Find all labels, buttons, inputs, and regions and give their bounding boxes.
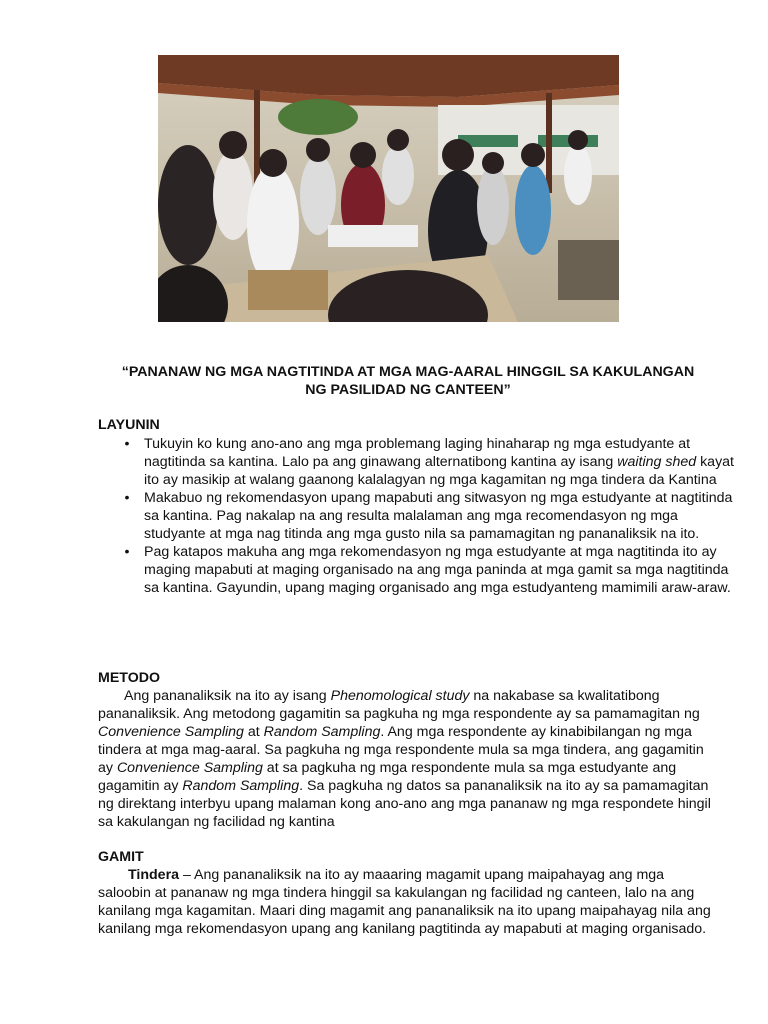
bullet-icon: • — [124, 436, 130, 452]
layunin-item-1-text: Tukuyin ko kung ano-ano ang mga problemang laging hinaharap ng mga estudyante at nagtitinda sa kantina. Lalo pa ang ginawang alternatibong kantina ay isang — [144, 436, 691, 470]
canteen-photo-icon — [158, 55, 619, 322]
metodo-text-2: na nakabase sa kwalitatibong pananaliksik. Ang metodong gagamitin sa pagkuha ng mga respondente ay sa pamamagitan ng — [98, 688, 700, 722]
metodo-italic-3: Random Sampling — [263, 724, 381, 740]
bullet-icon: • — [124, 490, 130, 506]
layunin-item-1-italic: waiting shed — [617, 454, 697, 470]
document-title — [96, 363, 720, 399]
metodo-text-5: at sa pagkuha ng mga respondente mula sa mga estudyante ang gagamitin ay — [98, 760, 677, 794]
metodo-paragraph — [98, 687, 718, 831]
layunin-item-3-text: Pag katapos makuha ang mga rekomendasyon ng mga estudyante at mga nagtitinda ito ay maging mapabuti at maging organisado na ang mga paninda at mga gamit sa mga nagtitinda sa kantina. Gayundin, upang maging organisado ang mga estudyanteng mamimili araw-araw. — [144, 544, 731, 596]
gamit-text: – Ang pananaliksik na ito ay maaaring magamit upang maipahayag ang mga saloobin at pananaw ng mga tindera hinggil sa kakulangan ng facilidad ng canteen, lalo na ang kanilang mga kagamitan. Maari ding magamit ang pananaliksik na ito upang maipahayag nila ang kanilang mga rekomendasyon upang ang kanilang pagtitinda ay mapabuti at maging organisado. — [98, 867, 711, 937]
layunin-heading: LAYUNIN — [98, 417, 160, 433]
metodo-italic-5: Random Sampling — [182, 778, 300, 794]
metodo-text-3: at — [243, 724, 264, 740]
gamit-paragraph — [98, 866, 718, 938]
metodo-text-1: Ang pananaliksik na ito ay isang — [124, 688, 331, 704]
metodo-heading: METODO — [98, 670, 161, 686]
title-line-1: “PANANAW NG MGA NAGTITINDA AT MGA MAG-AARAL HINGGIL SA KAKULANGAN — [121, 364, 695, 380]
list-item — [98, 435, 738, 489]
metodo-italic-1: Phenomological study — [330, 688, 470, 704]
title-line-2: NG PASILIDAD NG CANTEEN” — [305, 382, 511, 398]
list-item — [98, 489, 738, 543]
metodo-italic-2: Convenience Sampling — [98, 724, 244, 740]
layunin-item-1-text-end: kayat ito ay masikip at walang gaanong kalalagyan ng mga kagamitan ng mga tindera da Kantina — [144, 454, 734, 488]
metodo-text-6: . Sa pagkuha ng datos sa pananaliksik na ito ay sa pamamagitan ng direktang interbyu upang malaman kong ano-ano ang mga pananaw ng mga respondete hingil sa kakulangan ng facilidad ng kantina — [98, 778, 711, 830]
canteen-photo — [158, 55, 619, 322]
gamit-heading: GAMIT — [98, 849, 144, 865]
layunin-list — [98, 435, 738, 597]
metodo-italic-4: Convenience Sampling — [116, 760, 263, 776]
metodo-text-4: . Ang mga respondente ay kinabibilangan ng mga tindera at mga mag-aaral. Sa pagkuha ng mga respondente mula sa mga tindera, ang gagamitin ay — [98, 724, 704, 776]
layunin-item-2-text: Makabuo ng rekomendasyon upang mapabuti ang sitwasyon ng mga estudyante at nagtitinda sa kantina. Pag nakalap na ang resulta malalaman ang mga recomendasyon ng mga studyante at mga nag titinda ang mga gusto nila sa pamamagitan ng pananaliksik na ito. — [144, 490, 733, 542]
bullet-icon: • — [124, 544, 130, 560]
list-item — [98, 543, 738, 597]
gamit-label: Tindera — [128, 867, 179, 883]
